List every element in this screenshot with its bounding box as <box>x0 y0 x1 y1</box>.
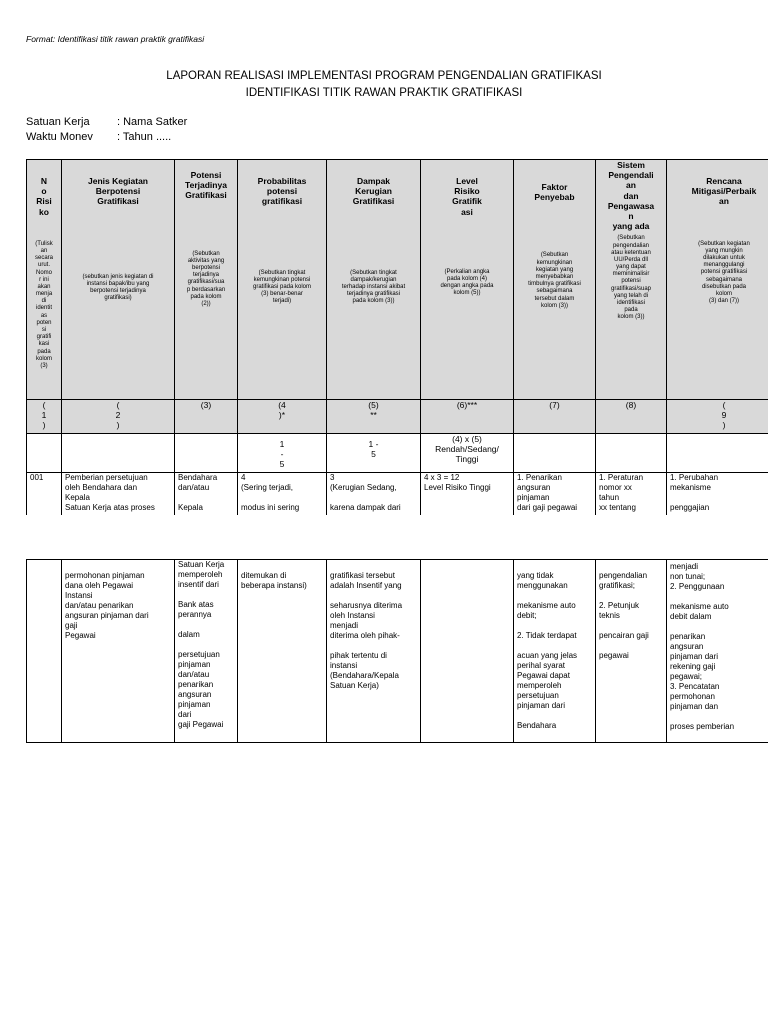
table-cell <box>421 560 514 743</box>
table-cell: 1. Perubahan mekanisme penggajian <box>667 473 768 515</box>
column-number: (3) <box>175 400 238 434</box>
header-title: Dampak Kerugian Gratifikasi <box>352 176 395 207</box>
table-cell: 3 (Kerugian Sedang, karena dampak dari <box>327 473 421 515</box>
satker-label: Satuan Kerja <box>26 116 90 128</box>
header-title: Rencana Mitigasi/Perbaik an <box>691 176 757 207</box>
scale-cell <box>596 434 667 473</box>
format-note: Format: Identifikasi titik rawan praktik gratifikasi <box>26 34 205 44</box>
header-desc: (Sebutkan tingkat kemungkinan potensi gratifikasi pada kolom (3) benar-benar terjadi) <box>252 269 312 305</box>
table-cell: ditemukan di beberapa instansi) <box>238 560 327 743</box>
header-title: Level Risiko Gratifik asi <box>452 176 482 217</box>
table-cell: Pemberian persetujuan oleh Bendahara dan Kepala Satuan Kerja atas proses <box>62 473 175 515</box>
col-potensi-header <box>175 160 238 400</box>
monev-value: : Tahun ..... <box>117 131 172 143</box>
column-number: (8) <box>596 400 667 434</box>
table-row <box>27 473 768 515</box>
satker-value: : Nama Satker <box>117 116 188 128</box>
table-cell: 1. Peraturan nomor xx tahun xx tentang <box>596 473 667 515</box>
header-desc: (Sebutkan pengendalian atau ketentuan UU/Perda dll yang dapat meminimalisir potensi gratifikasi/suap yang telah di identifikasi pada kolom (3)) <box>610 235 652 321</box>
header-title: Potensi Terjadinya Gratifikasi <box>185 170 227 201</box>
header-desc: (Tulisk an secara urut. Nomo r ini akan menja di identit as poten si gratifi kasi pada kolom (3) <box>34 240 53 369</box>
monev-label: Waktu Monev <box>26 131 93 143</box>
risk-table-top <box>26 159 768 515</box>
table-cell: yang tidak menggunakan mekanisme auto debit; 2. Tidak terdapat acuan yang jelas perihal syarat Pegawai dapat memperoleh persetujuan pinjaman dari Bendahara <box>514 560 596 743</box>
table-cell: pengendalian gratifikasi; 2. Petunjuk teknis pencairan gaji pegawai <box>596 560 667 743</box>
col-faktor-header <box>514 160 596 400</box>
scale-cell <box>667 434 768 473</box>
report-title: LAPORAN REALISASI IMPLEMENTASI PROGRAM PENGENDALIAN GRATIFIKASI <box>166 70 602 82</box>
column-number: ( 1 ) <box>27 400 62 434</box>
col-jenis-kegiatan-header <box>62 160 175 400</box>
table-row <box>27 560 768 743</box>
report-subtitle: IDENTIFIKASI TITIK RAWAN PRAKTIK GRATIFIKASI <box>245 87 523 99</box>
table-cell: 4 (Sering terjadi, modus ini sering <box>238 473 327 515</box>
table-cell: gratifikasi tersebut adalah Insentif yang seharusnya diterima oleh Instansi menjadi diterima oleh pihak- pihak tertentu di instansi (Bendahara/Kepala Satuan Kerja) <box>327 560 421 743</box>
column-number: (7) <box>514 400 596 434</box>
table-cell: 001 <box>27 473 62 515</box>
column-number: ( 9 ) <box>667 400 768 434</box>
column-number: ( 2 ) <box>62 400 175 434</box>
col-no-risiko-header <box>27 160 62 400</box>
scale-cell <box>514 434 596 473</box>
col-rencana-header <box>667 160 768 400</box>
header-row <box>27 160 768 400</box>
table-cell: menjadi non tunai; 2. Penggunaan mekanisme auto debit dalam penarikan angsuran pinjaman dari rekening gaji pegawai; 3. Pencatatan permohonan pinjaman dan proses pemberian <box>667 560 768 743</box>
scale-row <box>27 434 768 473</box>
header-desc: (sebutkan jenis kegiatan di instansi bapak/ibu yang berpotensi terjadinya gratifikasi) <box>82 273 154 302</box>
scale-cell <box>175 434 238 473</box>
header-desc: (Sebutkan kemungkinan kegiatan yang menyebabkan timbulnya gratifikasi sebagaimana tersebut dalam kolom (3)) <box>528 252 581 309</box>
risk-table-continued <box>26 559 768 743</box>
table-cell <box>27 560 62 743</box>
table-cell: 4 x 3 = 12 Level Risiko Tinggi <box>421 473 514 515</box>
scale-cell: (4) x (5) Rendah/Sedang/ Tinggi <box>421 434 514 473</box>
column-number: (6)*** <box>421 400 514 434</box>
table-cell: Satuan Kerja memperoleh insentif dari Bank atas perannya dalam persetujuan pinjaman dan/atau penarikan angsuran pinjaman dari gaji Pegawai <box>175 560 238 743</box>
header-title: Sistem Pengendali an dan Pengawasa n yang ada <box>607 160 655 232</box>
column-number: (5) ** <box>327 400 421 434</box>
scale-cell <box>27 434 62 473</box>
table-cell: permohonan pinjaman dana oleh Pegawai Instansi dan/atau penarikan angsuran pinjaman dari gaji Pegawai <box>62 560 175 743</box>
scale-cell <box>62 434 175 473</box>
header-desc: (Perkalian angka pada kolom (4) dengan angka pada kolom (5)) <box>440 268 494 297</box>
header-desc: (Sebutkan tingkat dampak/kerugian terhadap instansi akibat terjadinya gratifikasi pada kolom (3)) <box>341 269 406 305</box>
header-title: Jenis Kegiatan Berpotensi Gratifikasi <box>88 176 148 207</box>
col-sistem-header <box>596 160 667 400</box>
header-title: N o Risi ko <box>36 176 52 217</box>
header-desc: (Sebutkan aktivitas yang berpotensi terjadinya gratifikasi/sua p berdasarkan pada kolom (2)) <box>186 250 226 307</box>
table-cell: 1. Penarikan angsuran pinjaman dari gaji pegawai <box>514 473 596 515</box>
table-cell: Bendahara dan/atau Kepala <box>175 473 238 515</box>
header-desc: (Sebutkan kegiatan yang mungkin dilakukan untuk menanggulangi potensi gratifikasi sebagaimana disebutkan pada kolom (3) dan (7)) <box>698 240 750 305</box>
col-probabilitas-header <box>238 160 327 400</box>
col-level-risiko-header <box>421 160 514 400</box>
column-number-row <box>27 400 768 434</box>
header-title: Probabilitas potensi gratifikasi <box>257 176 307 207</box>
header-title: Faktor Penyebab <box>534 182 575 203</box>
col-dampak-header <box>327 160 421 400</box>
column-number: (4 )* <box>238 400 327 434</box>
scale-cell: 1 - 5 <box>238 434 327 473</box>
scale-cell: 1 - 5 <box>327 434 421 473</box>
